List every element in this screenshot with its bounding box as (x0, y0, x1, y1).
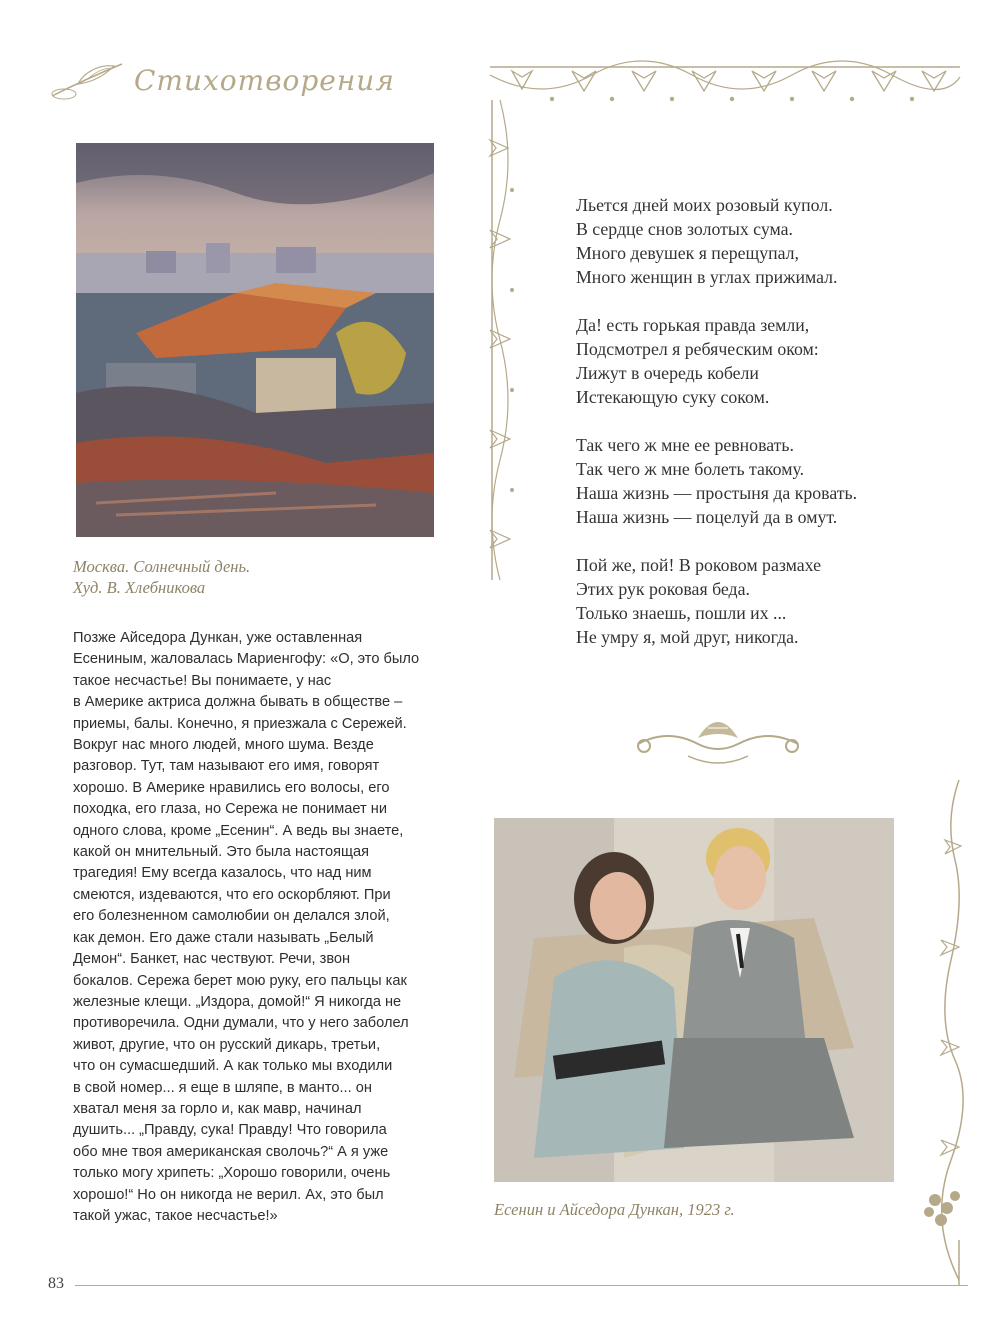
painting-caption-title: Москва. Солнечный день. (73, 557, 251, 576)
poem-line: Этих рук роковая беда. (576, 579, 750, 599)
prose-line: разговор. Тут, там называют его имя, говорят (73, 758, 380, 775)
prose-line: только могу хрипеть: „Хорошо говорили, очень (73, 1165, 391, 1182)
section-header (48, 58, 395, 108)
poem-line: Наша жизнь — поцелуй да в омут. (576, 507, 838, 527)
prose-line: трагедия! Ему всегда казалось, что над ним (73, 865, 372, 882)
photo-caption: Есенин и Айседора Дункан, 1923 г. (494, 1200, 735, 1219)
prose-line: хватал меня за горло и, как мавр, начинал (73, 1100, 362, 1117)
poem-line: Лижут в очередь кобели (576, 363, 759, 383)
prose-line: обо мне твоя американская сволочь?“ А я уже (73, 1143, 389, 1160)
prose-line: душить... „Правду, сука! Правду! Что говорила (73, 1122, 387, 1139)
prose-line: походка, его глаза, но Сережа не понимает ни (73, 801, 387, 818)
prose-line: в свой номер... я еще в шляпе, в манто... он (73, 1079, 372, 1096)
prose-line: Вокруг нас много людей, много шума. Везде (73, 737, 374, 754)
prose-line: какой он мнительный. Это была настоящая (73, 844, 370, 861)
poem-stanza (576, 313, 956, 409)
poem-line: Льется дней моих розовый купол. (576, 195, 833, 215)
poem-line: Подсмотрел я ребяческим оком: (576, 339, 819, 359)
painting-caption (73, 556, 413, 598)
poem-line: Только знаешь, пошли их ... (576, 603, 787, 623)
footer-rule (75, 1285, 968, 1286)
prose-line: железные клещи. „Издора, домой!“ Я никогда не (73, 993, 402, 1010)
prose-line: смеются, издеваются, что его оскорбляют. При (73, 886, 391, 903)
prose-line: как демон. Его даже стали называть „Белый (73, 929, 374, 946)
prose-line: приемы, балы. Конечно, я приезжала с Сережей. (73, 715, 407, 732)
poem (576, 193, 956, 673)
poem-line: Так чего ж мне болеть такому. (576, 459, 805, 479)
section-title: Стихотворения (134, 64, 395, 97)
prose-line: Позже Айседора Дункан, уже оставленная (73, 630, 363, 646)
poem-line: Много девушек я перещупал, (576, 243, 799, 263)
poem-line: Наша жизнь — простыня да кровать. (576, 483, 858, 503)
prose-line: противоречила. Одни думали, что у него заболел (73, 1015, 409, 1032)
prose-line: хорошо. В Америке нравились его волосы, его (73, 779, 390, 796)
prose-line: одного слова, кроме „Есенин“. А ведь вы знаете, (73, 822, 404, 839)
prose-line: такой ужас, такое несчастье!» (73, 1207, 278, 1224)
painting-moscow-sunny-day (76, 143, 434, 537)
prose-line: хорошо!“ Но он никогда не верил. Ах, это был (73, 1186, 384, 1203)
poem-line: Пой же, пой! В роковом размахе (576, 555, 821, 575)
vine-frame-top (482, 55, 967, 125)
vine-frame-left (480, 100, 530, 600)
poem-stanza (576, 193, 956, 289)
ornament-divider (628, 708, 808, 774)
prose-line: Демон“. Банкет, нас чествуют. Речи, звон (73, 951, 351, 968)
prose-line: что он сумасшедший. А как только мы входили (73, 1058, 393, 1075)
prose-line: его болезненном самолюбии он делался злой, (73, 908, 390, 925)
prose-line: в Америке актриса должна бывать в обществе – (73, 694, 403, 711)
vine-frame-right (915, 780, 975, 1290)
photo-yesenin-duncan (494, 818, 894, 1182)
poem-line: Много женщин в углах прижимал. (576, 267, 838, 287)
quill-icon (48, 58, 128, 102)
prose-line: такое несчастье! Вы понимаете, у нас (73, 672, 332, 689)
prose-line: Есениным, жаловалась Мариенгофу: «О, это было (73, 651, 420, 668)
page-number: 83 (48, 1275, 64, 1292)
painting-caption-artist: Худ. В. Хлебникова (73, 578, 206, 597)
poem-stanza (576, 553, 956, 649)
poem-line: Истекающую суку соком. (576, 387, 770, 407)
poem-line: Не умру я, мой друг, никогда. (576, 627, 799, 647)
poem-line: Да! есть горькая правда земли, (576, 315, 810, 335)
prose-line: живот, другие, что он русский дикарь, третьи, (73, 1036, 381, 1053)
prose-line: бокалов. Сережа берет мою руку, его пальцы как (73, 972, 407, 989)
poem-line: В сердце снов золотых сума. (576, 219, 793, 239)
poem-stanza (576, 433, 956, 529)
poem-line: Так чего ж мне ее ревновать. (576, 435, 794, 455)
prose-text (73, 628, 473, 1227)
